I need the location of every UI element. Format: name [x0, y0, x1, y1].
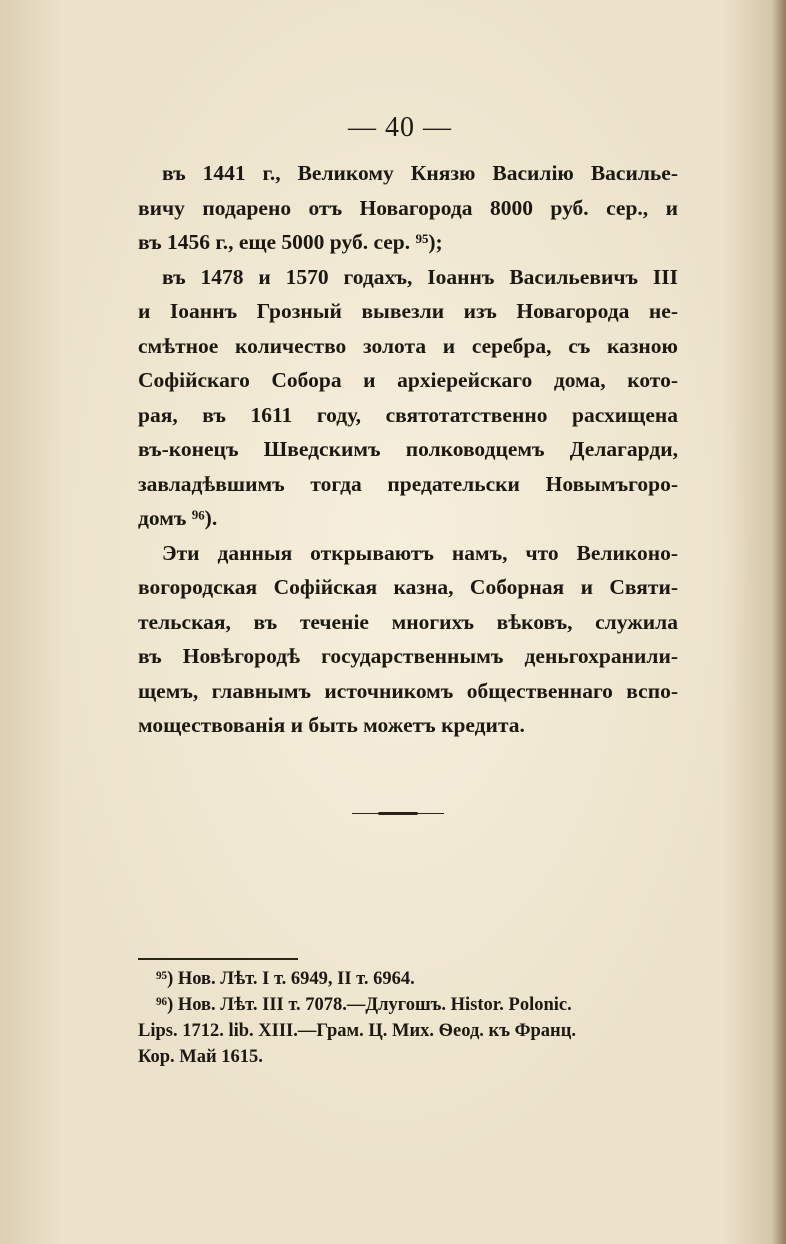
text-line: и Іоаннъ Грозный вывезли изъ Новагорода не-	[138, 299, 678, 323]
text-line: въ 1441 г., Великому Князю Василію Василье-	[162, 161, 678, 185]
footnote-line: Lips. 1712. lib. XIII.—Грам. Ц. Мих. Ѳеод. къ Франц.	[138, 1021, 576, 1041]
footnotes	[138, 966, 658, 1070]
text-line: смѣтное количество золота и серебра, съ казною	[138, 333, 678, 358]
text-line: вичу подарено отъ Новагорода 8000 руб. сер., и	[138, 195, 678, 220]
page-number: — 40 —	[348, 112, 452, 143]
text-line: рая, въ 1611 году, святотатственно расхищена	[138, 402, 678, 427]
text-line: въ 1456 г., еще 5000 руб. сер. ⁹⁵);	[138, 230, 443, 254]
text-line: въ-конецъ Шведскимъ полководцемъ Делагарди,	[138, 437, 678, 461]
text-line: моществованія и быть можетъ кредита.	[138, 713, 525, 737]
text-line: Эти данныя открываютъ намъ, что Великоно-	[162, 540, 678, 565]
text-line: завладѣвшимъ тогда предательски Новымъгоро-	[138, 471, 678, 496]
text-line: тельская, въ теченіе многихъ вѣковъ, служила	[138, 609, 678, 634]
text-line: вогородская Софійская казна, Соборная и Святи-	[138, 575, 678, 599]
bleed-through-text	[130, 760, 690, 950]
text-line: Софійскаго Собора и архіерейскаго дома, кото-	[138, 368, 678, 392]
text-line: въ 1478 и 1570 годахъ, Іоаннъ Васильевичъ III	[162, 264, 678, 289]
footnote-line: ⁹⁶) Нов. Лѣт. III т. 7078.—Длугошъ. Histor. Poloniс.	[156, 995, 572, 1015]
text-line: домъ ⁹⁶).	[138, 506, 218, 530]
section-divider	[352, 812, 444, 815]
page-edge-shadow	[772, 0, 786, 1244]
footnote-rule	[138, 958, 298, 960]
divider-ornament	[378, 812, 418, 815]
text-line: въ Новѣгородѣ государственнымъ деньгохранили-	[138, 644, 678, 668]
text-line: щемъ, главнымъ источникомъ общественнаго вспо-	[138, 678, 678, 703]
body-text	[138, 156, 678, 743]
footnote-line: Кор. Май 1615.	[138, 1047, 263, 1067]
footnote-line: ⁹⁵) Нов. Лѣт. I т. 6949, II т. 6964.	[156, 969, 415, 989]
